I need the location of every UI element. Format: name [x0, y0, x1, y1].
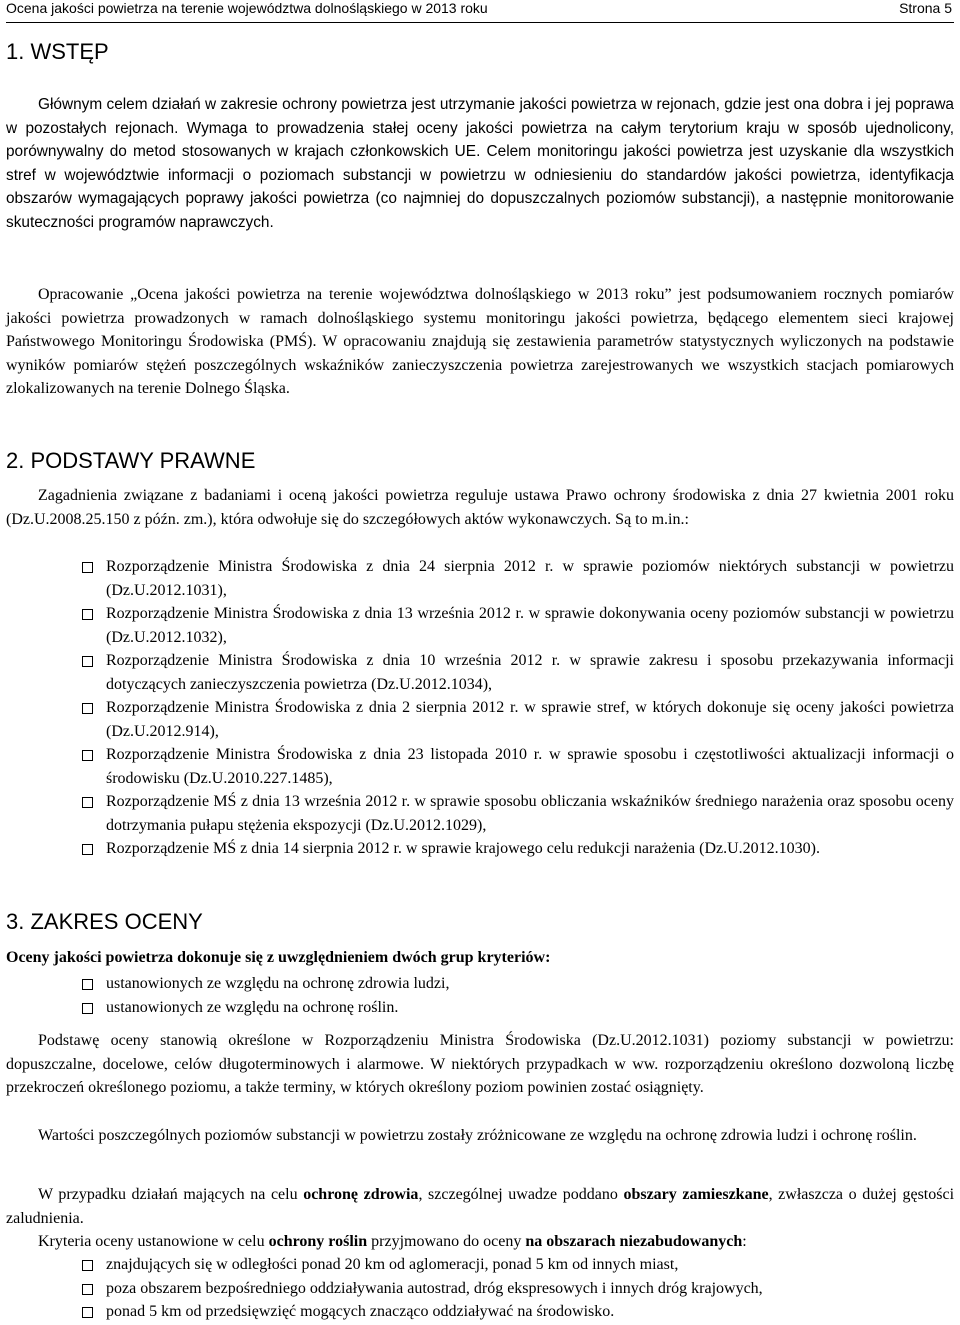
checkbox-bullet-icon [82, 844, 93, 855]
section-3-heading: 3. ZAKRES OCENY [6, 909, 203, 934]
header-title: Ocena jakości powietrza na terenie województwa dolnośląskiego w 2013 roku [6, 0, 488, 16]
section-3-paragraph-3 [6, 1183, 954, 1230]
running-header [6, 0, 954, 23]
checkbox-bullet-icon [82, 1003, 93, 1014]
checkbox-bullet-icon [82, 750, 93, 761]
paragraph-text: W przypadku działań mających na celu [38, 1186, 304, 1203]
checkbox-bullet-icon [82, 1260, 93, 1271]
section-2-intro [6, 484, 954, 531]
section-3-paragraph-2 [6, 1124, 954, 1148]
page-number: Strona 5 [899, 0, 952, 16]
paragraph-text: : [742, 1233, 747, 1250]
emphasis-text: obszary zamieszkane [623, 1186, 769, 1203]
list-item-text: ponad 5 km od przedsięwzięć mogących znacząco oddziaływać na środowisko. [106, 1303, 615, 1320]
list-item [6, 743, 954, 790]
list-item-text: Rozporządzenie Ministra Środowiska z dnia 13 września 2012 r. w sprawie dokonywania oceny poziomów substancji w powietrzu (Dz.U.2012.1032), [106, 605, 954, 646]
section-3-paragraph-1 [6, 1029, 954, 1100]
checkbox-bullet-icon [82, 1307, 93, 1318]
intro-sans-text-2: Wymaga to prowadzenia stałej oceny jakości powietrza na całym terytorium kraju w sposób ujednolicony, porównywalny do metod stosowanych w krajach członkowskich UE. Celem monitoringu jakości powietrza jest uzyskanie dla wszystkich stref w województwie informacji o poziomach substancji w powietrzu w odniesieniu do standardów jakości powietrza, identyfikacja obszarów wymagających poprawy jakości powietrza (co najmniej do dopuszczalnych poziomów substancji), a następnie monitorowanie skuteczności programów naprawczych. [6, 119, 954, 231]
section-3-lead [6, 946, 954, 970]
section-3-paragraph-4 [6, 1230, 954, 1254]
intro-sans-text: Głównym celem działań w zakresie ochrony powietrza jest utrzymanie jakości powietrza w rejonach, gdzie jest ona dobra i jej poprawa w pozostałych rejonach. [6, 96, 954, 137]
list-item-text: Rozporządzenie Ministra Środowiska z dnia 2 sierpnia 2012 r. w sprawie stref, w których dokonuje się oceny jakości powietrza (Dz.U.2012.914), [106, 699, 954, 740]
section-2-intro-text: Zagadnienia związane z badaniami i oceną jakości powietrza reguluje ustawa Prawo ochrony środowiska z dnia 27 kwietnia 2001 roku (Dz.U.2008.25.150 z późn. zm.), która odwołuje się do szczegółowych aktów wykonawczych. Są to m.in.: [6, 487, 954, 528]
emphasis-text: na obszarach niezabudowanych [525, 1233, 743, 1250]
list-item [6, 996, 954, 1020]
paragraph-text: Kryteria oceny ustanowione w celu [38, 1233, 269, 1250]
plants-list [6, 1253, 954, 1324]
checkbox-bullet-icon [82, 979, 93, 990]
list-item-text: Rozporządzenie Ministra Środowiska z dnia 23 listopada 2010 r. w sprawie sposobu i częstotliwości aktualizacji informacji o środowisku (Dz.U.2010.227.1485), [106, 746, 954, 787]
list-item-text: Rozporządzenie Ministra Środowiska z dnia 24 sierpnia 2012 r. w sprawie poziomów niektórych substancji w powietrzu (Dz.U.2012.1031), [106, 558, 954, 599]
criteria-list [6, 972, 954, 1019]
paragraph-text: , szczególnej uwadze poddano [418, 1186, 624, 1203]
list-item [6, 1253, 954, 1277]
list-item-text: Rozporządzenie MŚ z dnia 13 września 2012 r. w sprawie sposobu obliczania wskaźników średniego narażenia oraz sposobu oceny dotrzymania pułapu stężenia ekspozycji (Dz.U.2012.1029), [106, 793, 954, 834]
list-item [6, 602, 954, 649]
list-item [6, 790, 954, 837]
list-item-text: poza obszarem bezpośredniego oddziaływania autostrad, dróg ekspresowych i innych dróg krajowych, [106, 1279, 763, 1297]
list-item-text: znajdujących się w odległości ponad 20 km od aglomeracji, ponad 5 km od innych miast, [106, 1256, 679, 1273]
emphasis-text: ochronę zdrowia [303, 1186, 419, 1203]
list-item-text: ustanowionych ze względu na ochronę zdrowia ludzi, [106, 975, 450, 992]
checkbox-bullet-icon [82, 703, 93, 714]
paragraph-text: przyjmowano do oceny [367, 1233, 526, 1250]
list-item [6, 972, 954, 996]
checkbox-bullet-icon [82, 562, 93, 573]
list-item [6, 649, 954, 696]
list-item-text: Rozporządzenie Ministra Środowiska z dnia 10 września 2012 r. w sprawie zakresu i sposobu przekazywania informacji dotyczących zanieczyszczenia powietrza (Dz.U.2012.1034), [106, 652, 954, 693]
list-item [6, 1277, 954, 1301]
list-item-text: Rozporządzenie MŚ z dnia 14 sierpnia 2012 r. w sprawie krajowego celu redukcji narażenia (Dz.U.2012.1030). [106, 840, 820, 857]
section-1-paragraph-2-text: Opracowanie „Ocena jakości powietrza na terenie województwa dolnośląskiego w 2013 roku” jest podsumowaniem rocznych pomiarów jakości powietrza prowadzonych w ramach dolnośląskiego systemu monitoringu jakości powietrza, będącego elementem sieci krajowej Państwowego Monitoringu Środowiska (PMŚ). W opracowaniu znajdują się zestawienia parametrów statystycznych wyliczonych na podstawie wyników pomiarów stężeń poszczególnych wskaźników zanieczyszczenia powietrza zarejestrowanych we wszystkich stacjach pomiarowych zlokalizowanych na terenie Dolnego Śląska. [6, 286, 954, 397]
list-item [6, 555, 954, 602]
emphasis-text: ochrony roślin [268, 1233, 368, 1250]
section-3-lead-text: Oceny jakości powietrza dokonuje się z uwzględnieniem dwóch grup kryteriów: [6, 949, 551, 966]
section-1-heading: 1. WSTĘP [6, 39, 109, 64]
checkbox-bullet-icon [82, 1284, 93, 1295]
section-1-paragraph-2 [6, 283, 954, 401]
list-item [6, 837, 954, 861]
list-item [6, 696, 954, 743]
checkbox-bullet-icon [82, 656, 93, 667]
list-item-text: ustanowionych ze względu na ochronę roślin. [106, 998, 399, 1016]
checkbox-bullet-icon [82, 609, 93, 620]
list-item [6, 1300, 954, 1324]
section-2-heading: 2. PODSTAWY PRAWNE [6, 448, 256, 473]
section-1-paragraph-1 [6, 93, 954, 234]
section-3-paragraph-1-text: Podstawę oceny stanowią określone w Rozporządzeniu Ministra Środowiska (Dz.U.2012.1031) poziomy substancji w powietrzu: dopuszczalne, docelowe, celów długoterminowych i alarmowe. W niektórych przypadkach w ww. rozporządzeniu określono dozwoloną liczbę przekroczeń określonego poziomu, a także terminy, w których określony poziom powinien zostać osiągnięty. [6, 1032, 954, 1096]
regulations-list [6, 555, 954, 861]
checkbox-bullet-icon [82, 797, 93, 808]
paragraph-text: , zwłaszcza o dużej gęstości zaludnienia. [6, 1186, 955, 1227]
section-3-paragraph-2-text: Wartości poszczególnych poziomów substancji w powietrzu zostały zróżnicowane ze względu na ochronę zdrowia ludzi i ochronę roślin. [38, 1127, 917, 1144]
